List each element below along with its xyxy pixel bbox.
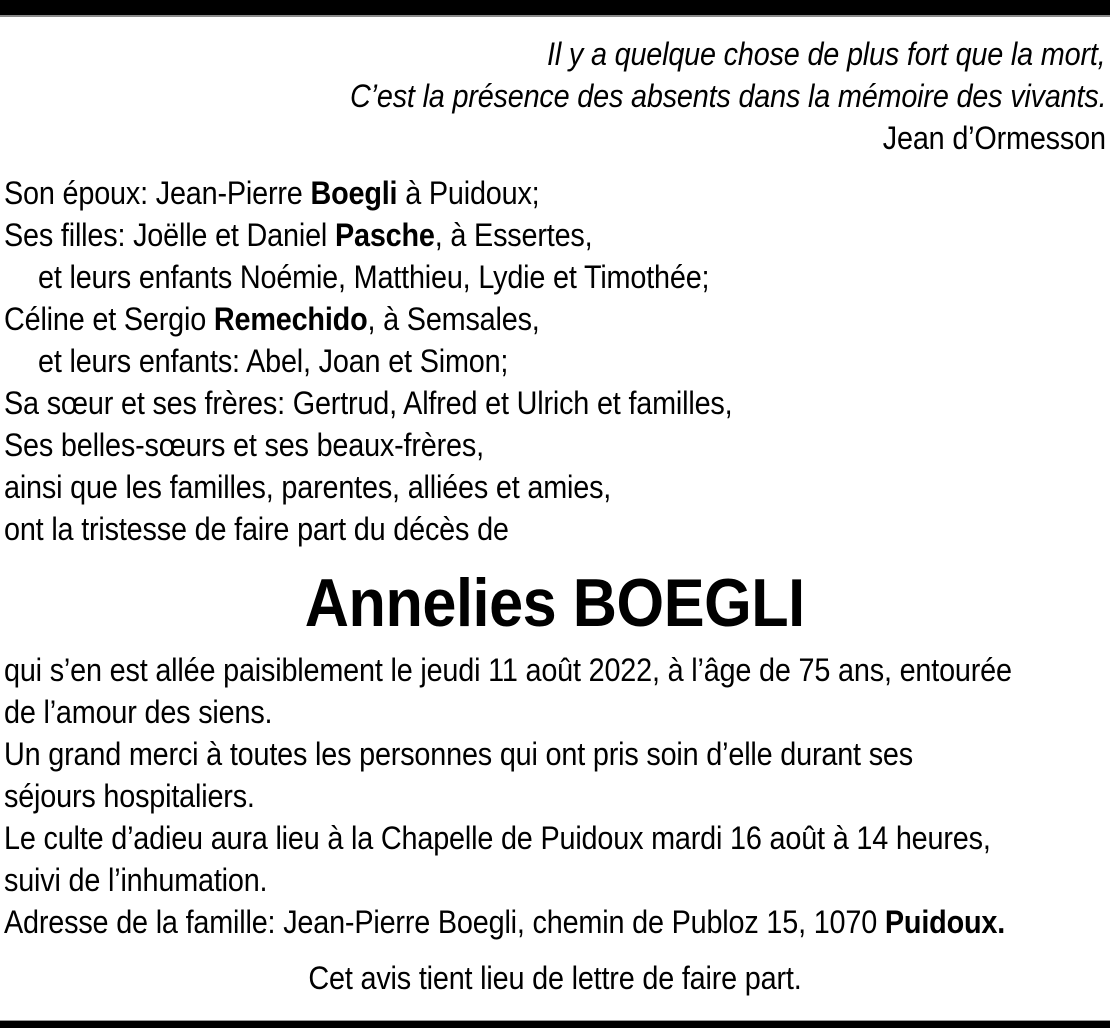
family-line xyxy=(4,256,1106,298)
notice-line xyxy=(4,775,1106,817)
memorial-quote xyxy=(4,33,1106,159)
closing-formula-text: Cet avis tient lieu de lettre de faire part. xyxy=(308,960,802,996)
family-name-bold: Pasche xyxy=(334,217,435,253)
address-town-bold: Puidoux. xyxy=(884,904,1006,940)
notice-line xyxy=(4,817,1106,859)
notice-line-text: qui s’en est allée paisiblement le jeudi 11 août 2022, à l’âge de 75 ans, entourée xyxy=(4,652,1012,688)
family-line-text: Ses filles: Joëlle et Daniel xyxy=(4,217,335,253)
family-line xyxy=(4,172,1106,214)
top-rule xyxy=(0,0,1110,17)
family-line-text: , à Essertes, xyxy=(434,217,593,253)
bottom-rule xyxy=(0,1020,1110,1028)
family-line-text: , à Semsales, xyxy=(367,301,540,337)
quote-line-text: Il y a quelque chose de plus fort que la mort, xyxy=(547,36,1106,72)
family-announcement xyxy=(4,172,1106,550)
notice-line xyxy=(4,859,1106,901)
family-line xyxy=(4,298,1106,340)
notice-line-text: séjours hospitaliers. xyxy=(4,778,255,814)
notice-line xyxy=(4,691,1106,733)
family-line-text: ont la tristesse de faire part du décès de xyxy=(4,511,509,547)
notice-line-text: de l’amour des siens. xyxy=(4,694,273,730)
deceased-name xyxy=(4,566,1106,640)
family-line xyxy=(4,424,1106,466)
closing-formula xyxy=(4,957,1106,999)
family-line xyxy=(4,382,1106,424)
family-name-bold: Boegli xyxy=(310,175,398,211)
notice-line xyxy=(4,649,1106,691)
family-line-text: à Puidoux; xyxy=(397,175,540,211)
death-notice-details xyxy=(4,649,1106,943)
family-line xyxy=(4,214,1106,256)
quote-line-text: C’est la présence des absents dans la mémoire des vivants. xyxy=(349,78,1106,114)
notice-line xyxy=(4,733,1106,775)
notice-line-text: Adresse de la famille: Jean-Pierre Boegli, chemin de Publoz 15, 1070 xyxy=(4,904,885,940)
quote-attribution xyxy=(4,117,1106,159)
family-line-text: et leurs enfants Noémie, Matthieu, Lydie et Timothée; xyxy=(38,259,710,295)
family-line-text: Sa sœur et ses frères: Gertrud, Alfred et Ulrich et familles, xyxy=(4,385,733,421)
family-name-bold: Remechido xyxy=(213,301,368,337)
notice-line-text: Le culte d’adieu aura lieu à la Chapelle de Puidoux mardi 16 août à 14 heures, xyxy=(4,820,991,856)
deceased-name-text: Annelies BOEGLI xyxy=(305,565,805,641)
family-line-text: et leurs enfants: Abel, Joan et Simon; xyxy=(38,343,509,379)
family-line xyxy=(4,508,1106,550)
family-line-text: Son époux: Jean-Pierre xyxy=(4,175,311,211)
family-line-text: ainsi que les familles, parentes, alliées et amies, xyxy=(4,469,612,505)
quote-line xyxy=(4,75,1106,117)
family-line-text: Céline et Sergio xyxy=(4,301,214,337)
family-line xyxy=(4,466,1106,508)
notice-line xyxy=(4,901,1106,943)
family-line-text: Ses belles-sœurs et ses beaux-frères, xyxy=(4,427,484,463)
notice-line-text: Un grand merci à toutes les personnes qui ont pris soin d’elle durant ses xyxy=(4,736,913,772)
quote-line xyxy=(4,33,1106,75)
family-line xyxy=(4,340,1106,382)
obituary-notice xyxy=(0,33,1110,999)
quote-attribution-text: Jean d’Ormesson xyxy=(882,120,1106,156)
notice-line-text: suivi de l’inhumation. xyxy=(4,862,268,898)
